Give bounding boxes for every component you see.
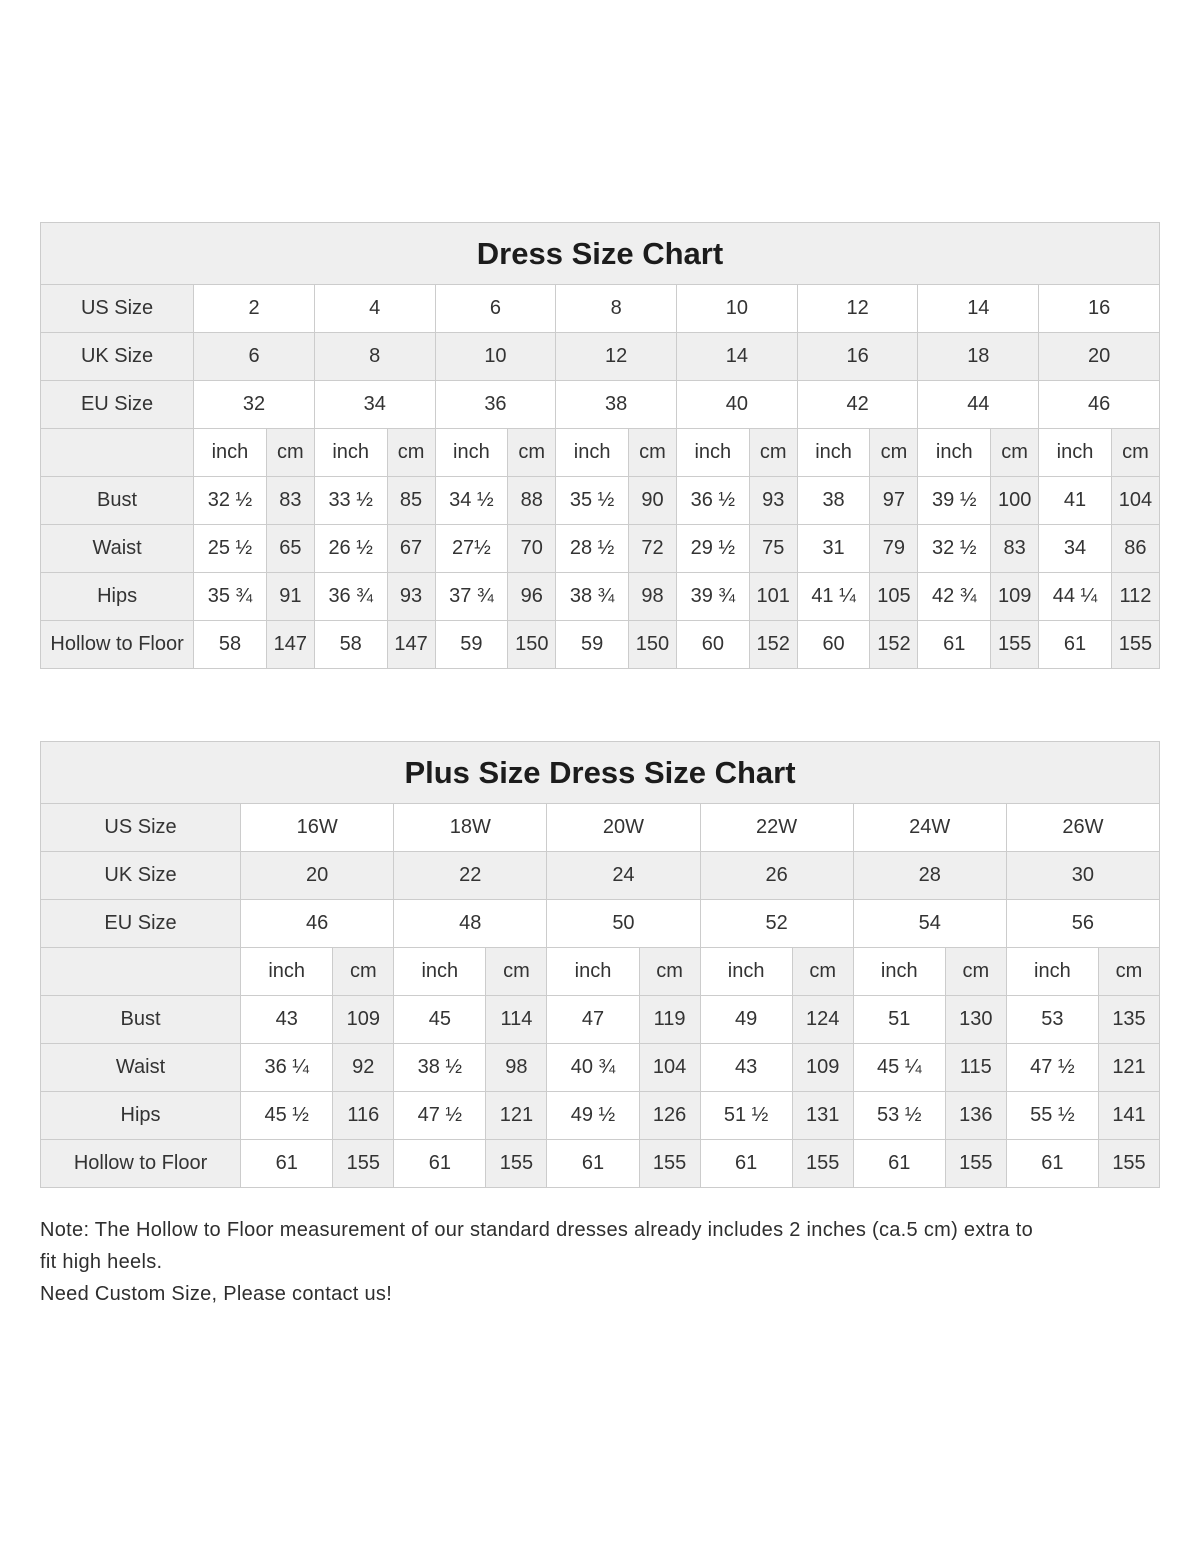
measure-inch-cell: 29 ½ [677, 525, 750, 573]
measure-inch-cell: 37 ¾ [435, 573, 508, 621]
size-value-cell: 40 [677, 381, 798, 429]
measure-cm-cell: 85 [387, 477, 435, 525]
plus-size-table [40, 741, 1160, 1188]
size-row-label: EU Size [41, 381, 194, 429]
unit-cm-cell: cm [749, 429, 797, 477]
size-value-cell: 26 [700, 852, 853, 900]
measure-inch-cell: 59 [556, 621, 629, 669]
measure-inch-cell: 61 [547, 1140, 639, 1188]
measure-cm-cell: 155 [945, 1140, 1006, 1188]
unit-inch-cell: inch [314, 429, 387, 477]
unit-inch-cell: inch [797, 429, 870, 477]
measure-cm-cell: 155 [1099, 1140, 1160, 1188]
measure-row-label: Bust [41, 477, 194, 525]
measure-cm-cell: 75 [749, 525, 797, 573]
size-value-cell: 26W [1006, 804, 1159, 852]
size-value-cell: 38 [556, 381, 677, 429]
measure-cm-cell: 155 [333, 1140, 394, 1188]
measure-inch-cell: 53 [1006, 996, 1098, 1044]
measure-inch-cell: 31 [797, 525, 870, 573]
unit-inch-cell: inch [853, 948, 945, 996]
measure-cm-cell: 72 [628, 525, 676, 573]
measure-inch-cell: 59 [435, 621, 508, 669]
measure-inch-cell: 61 [1039, 621, 1112, 669]
measure-inch-cell: 47 ½ [1006, 1044, 1098, 1092]
measure-cm-cell: 119 [639, 996, 700, 1044]
measure-inch-cell: 28 ½ [556, 525, 629, 573]
size-value-cell: 28 [853, 852, 1006, 900]
measure-cm-cell: 115 [945, 1044, 1006, 1092]
measure-inch-cell: 45 ¼ [853, 1044, 945, 1092]
note-block [40, 1214, 1160, 1310]
standard-size-table [40, 222, 1160, 669]
measure-inch-cell: 43 [700, 1044, 792, 1092]
measure-cm-cell: 109 [991, 573, 1039, 621]
size-value-cell: 20 [241, 852, 394, 900]
measure-row-label: Bust [41, 996, 241, 1044]
size-value-cell: 48 [394, 900, 547, 948]
measure-inch-cell: 60 [797, 621, 870, 669]
size-row-label: UK Size [41, 852, 241, 900]
size-value-cell: 46 [241, 900, 394, 948]
size-value-cell: 12 [556, 333, 677, 381]
measure-inch-cell: 33 ½ [314, 477, 387, 525]
unit-inch-cell: inch [394, 948, 486, 996]
size-value-cell: 56 [1006, 900, 1159, 948]
measure-cm-cell: 109 [792, 1044, 853, 1092]
measure-inch-cell: 61 [241, 1140, 333, 1188]
measure-cm-cell: 130 [945, 996, 1006, 1044]
unit-cm-cell: cm [991, 429, 1039, 477]
size-value-cell: 6 [435, 285, 556, 333]
unit-cm-cell: cm [508, 429, 556, 477]
measure-inch-cell: 36 ½ [677, 477, 750, 525]
unit-cm-cell: cm [870, 429, 918, 477]
measure-cm-cell: 70 [508, 525, 556, 573]
measure-inch-cell: 51 ½ [700, 1092, 792, 1140]
measure-cm-cell: 101 [749, 573, 797, 621]
size-value-cell: 12 [797, 285, 918, 333]
size-value-cell: 8 [314, 333, 435, 381]
unit-cm-cell: cm [1099, 948, 1160, 996]
size-value-cell: 22 [394, 852, 547, 900]
measure-inch-cell: 47 ½ [394, 1092, 486, 1140]
unit-inch-cell: inch [1039, 429, 1112, 477]
chart-title: Dress Size Chart [41, 223, 1160, 285]
measure-cm-cell: 67 [387, 525, 435, 573]
unit-cm-cell: cm [266, 429, 314, 477]
measure-inch-cell: 34 ½ [435, 477, 508, 525]
measure-cm-cell: 150 [628, 621, 676, 669]
measure-cm-cell: 83 [266, 477, 314, 525]
measure-cm-cell: 86 [1111, 525, 1159, 573]
size-value-cell: 8 [556, 285, 677, 333]
measure-cm-cell: 96 [508, 573, 556, 621]
unit-cm-cell: cm [639, 948, 700, 996]
measure-cm-cell: 136 [945, 1092, 1006, 1140]
measure-inch-cell: 61 [700, 1140, 792, 1188]
measure-cm-cell: 93 [387, 573, 435, 621]
measure-cm-cell: 98 [628, 573, 676, 621]
size-row-label: UK Size [41, 333, 194, 381]
measure-inch-cell: 39 ¾ [677, 573, 750, 621]
measure-cm-cell: 152 [870, 621, 918, 669]
note-line-1: Note: The Hollow to Floor measurement of our standard dresses already includes 2 inches (ca.5 cm) extra to [40, 1219, 1033, 1241]
size-value-cell: 16 [1039, 285, 1160, 333]
measure-inch-cell: 58 [194, 621, 267, 669]
measure-cm-cell: 91 [266, 573, 314, 621]
measure-cm-cell: 131 [792, 1092, 853, 1140]
measure-cm-cell: 109 [333, 996, 394, 1044]
measure-cm-cell: 92 [333, 1044, 394, 1092]
measure-cm-cell: 155 [639, 1140, 700, 1188]
measure-cm-cell: 112 [1111, 573, 1159, 621]
measure-inch-cell: 51 [853, 996, 945, 1044]
unit-inch-cell: inch [700, 948, 792, 996]
measure-cm-cell: 135 [1099, 996, 1160, 1044]
measure-cm-cell: 88 [508, 477, 556, 525]
unit-inch-cell: inch [241, 948, 333, 996]
measure-inch-cell: 42 ¾ [918, 573, 991, 621]
measure-inch-cell: 36 ¼ [241, 1044, 333, 1092]
measure-inch-cell: 61 [918, 621, 991, 669]
measure-inch-cell: 43 [241, 996, 333, 1044]
measure-inch-cell: 58 [314, 621, 387, 669]
measure-inch-cell: 41 [1039, 477, 1112, 525]
size-value-cell: 24 [547, 852, 700, 900]
note-line-3: Need Custom Size, Please contact us! [40, 1283, 393, 1305]
size-value-cell: 16 [797, 333, 918, 381]
size-value-cell: 42 [797, 381, 918, 429]
measure-cm-cell: 105 [870, 573, 918, 621]
unit-inch-cell: inch [556, 429, 629, 477]
unit-inch-cell: inch [918, 429, 991, 477]
unit-inch-cell: inch [1006, 948, 1098, 996]
size-value-cell: 2 [194, 285, 315, 333]
measure-cm-cell: 126 [639, 1092, 700, 1140]
measure-inch-cell: 47 [547, 996, 639, 1044]
measure-inch-cell: 45 [394, 996, 486, 1044]
note-line-2: fit high heels. [40, 1251, 163, 1273]
size-value-cell: 50 [547, 900, 700, 948]
unit-cm-cell: cm [945, 948, 1006, 996]
measure-inch-cell: 38 ¾ [556, 573, 629, 621]
unit-cm-cell: cm [792, 948, 853, 996]
measure-inch-cell: 60 [677, 621, 750, 669]
size-value-cell: 32 [194, 381, 315, 429]
measure-row-label: Hips [41, 1092, 241, 1140]
size-value-cell: 14 [677, 333, 798, 381]
measure-inch-cell: 49 [700, 996, 792, 1044]
measure-cm-cell: 83 [991, 525, 1039, 573]
unit-cm-cell: cm [1111, 429, 1159, 477]
size-value-cell: 18W [394, 804, 547, 852]
unit-blank-cell [41, 948, 241, 996]
size-value-cell: 24W [853, 804, 1006, 852]
unit-cm-cell: cm [486, 948, 547, 996]
measure-cm-cell: 152 [749, 621, 797, 669]
measure-cm-cell: 155 [792, 1140, 853, 1188]
measure-cm-cell: 90 [628, 477, 676, 525]
unit-blank-cell [41, 429, 194, 477]
measure-inch-cell: 61 [853, 1140, 945, 1188]
measure-inch-cell: 35 ¾ [194, 573, 267, 621]
measure-row-label: Hollow to Floor [41, 621, 194, 669]
measure-cm-cell: 150 [508, 621, 556, 669]
measure-row-label: Waist [41, 525, 194, 573]
size-value-cell: 34 [314, 381, 435, 429]
measure-cm-cell: 121 [1099, 1044, 1160, 1092]
measure-cm-cell: 155 [486, 1140, 547, 1188]
measure-row-label: Hips [41, 573, 194, 621]
unit-inch-cell: inch [194, 429, 267, 477]
unit-inch-cell: inch [435, 429, 508, 477]
measure-cm-cell: 65 [266, 525, 314, 573]
measure-inch-cell: 32 ½ [918, 525, 991, 573]
measure-cm-cell: 155 [991, 621, 1039, 669]
size-value-cell: 44 [918, 381, 1039, 429]
size-value-cell: 20W [547, 804, 700, 852]
size-value-cell: 30 [1006, 852, 1159, 900]
measure-cm-cell: 104 [1111, 477, 1159, 525]
size-value-cell: 14 [918, 285, 1039, 333]
measure-cm-cell: 93 [749, 477, 797, 525]
measure-inch-cell: 36 ¾ [314, 573, 387, 621]
measure-inch-cell: 61 [1006, 1140, 1098, 1188]
measure-cm-cell: 97 [870, 477, 918, 525]
measure-cm-cell: 104 [639, 1044, 700, 1092]
measure-row-label: Hollow to Floor [41, 1140, 241, 1188]
measure-cm-cell: 100 [991, 477, 1039, 525]
measure-inch-cell: 40 ¾ [547, 1044, 639, 1092]
unit-inch-cell: inch [677, 429, 750, 477]
measure-cm-cell: 147 [266, 621, 314, 669]
unit-inch-cell: inch [547, 948, 639, 996]
size-value-cell: 20 [1039, 333, 1160, 381]
size-value-cell: 10 [677, 285, 798, 333]
size-value-cell: 36 [435, 381, 556, 429]
size-value-cell: 16W [241, 804, 394, 852]
unit-cm-cell: cm [628, 429, 676, 477]
size-row-label: EU Size [41, 900, 241, 948]
size-value-cell: 22W [700, 804, 853, 852]
size-value-cell: 4 [314, 285, 435, 333]
measure-inch-cell: 53 ½ [853, 1092, 945, 1140]
measure-inch-cell: 61 [394, 1140, 486, 1188]
measure-inch-cell: 38 [797, 477, 870, 525]
measure-cm-cell: 121 [486, 1092, 547, 1140]
measure-inch-cell: 26 ½ [314, 525, 387, 573]
unit-cm-cell: cm [333, 948, 394, 996]
size-value-cell: 18 [918, 333, 1039, 381]
measure-inch-cell: 41 ¼ [797, 573, 870, 621]
measure-inch-cell: 32 ½ [194, 477, 267, 525]
size-value-cell: 46 [1039, 381, 1160, 429]
measure-cm-cell: 141 [1099, 1092, 1160, 1140]
measure-cm-cell: 124 [792, 996, 853, 1044]
chart-title: Plus Size Dress Size Chart [41, 742, 1160, 804]
measure-inch-cell: 49 ½ [547, 1092, 639, 1140]
measure-inch-cell: 34 [1039, 525, 1112, 573]
measure-cm-cell: 147 [387, 621, 435, 669]
measure-inch-cell: 35 ½ [556, 477, 629, 525]
measure-cm-cell: 114 [486, 996, 547, 1044]
measure-inch-cell: 39 ½ [918, 477, 991, 525]
size-value-cell: 52 [700, 900, 853, 948]
size-row-label: US Size [41, 804, 241, 852]
measure-inch-cell: 25 ½ [194, 525, 267, 573]
measure-inch-cell: 55 ½ [1006, 1092, 1098, 1140]
measure-cm-cell: 155 [1111, 621, 1159, 669]
measure-inch-cell: 45 ½ [241, 1092, 333, 1140]
size-value-cell: 6 [194, 333, 315, 381]
size-value-cell: 10 [435, 333, 556, 381]
measure-cm-cell: 116 [333, 1092, 394, 1140]
measure-inch-cell: 27½ [435, 525, 508, 573]
size-value-cell: 54 [853, 900, 1006, 948]
measure-inch-cell: 38 ½ [394, 1044, 486, 1092]
size-row-label: US Size [41, 285, 194, 333]
measure-row-label: Waist [41, 1044, 241, 1092]
measure-cm-cell: 79 [870, 525, 918, 573]
unit-cm-cell: cm [387, 429, 435, 477]
measure-cm-cell: 98 [486, 1044, 547, 1092]
measure-inch-cell: 44 ¼ [1039, 573, 1112, 621]
